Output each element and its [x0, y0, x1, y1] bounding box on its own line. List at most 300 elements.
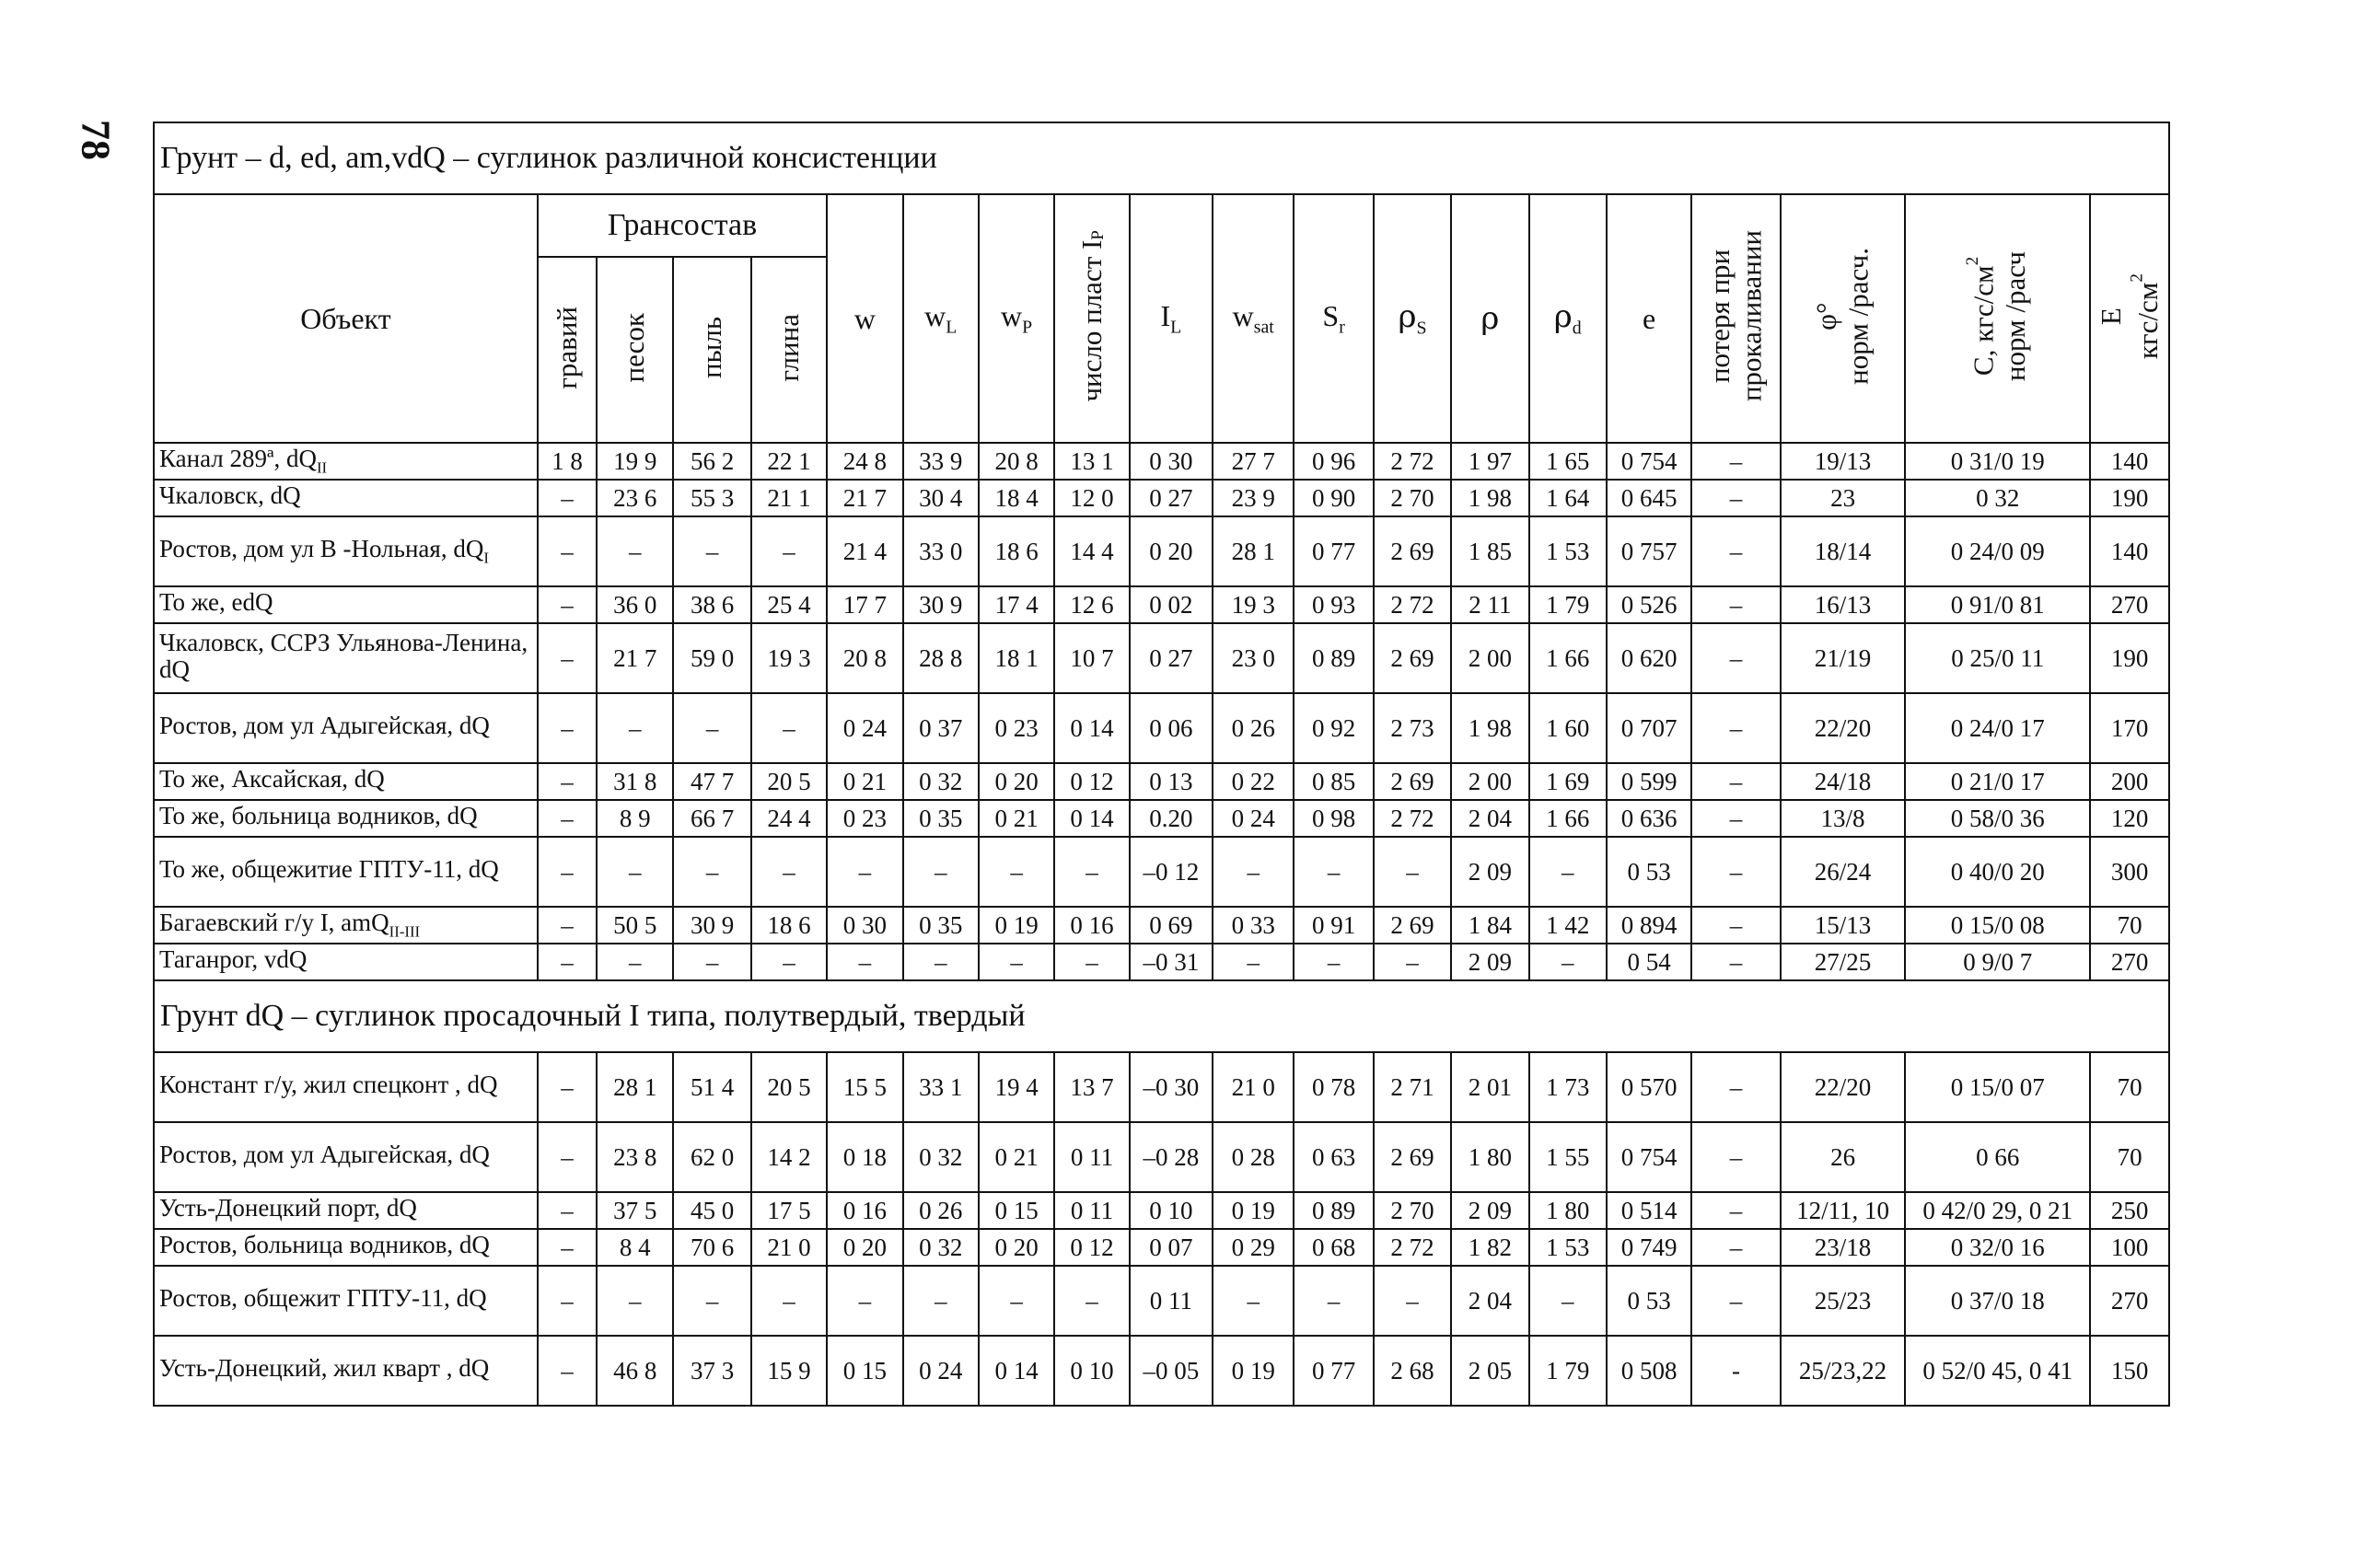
value-cell: 19 9: [597, 443, 673, 480]
value-cell: 0 11: [1054, 1122, 1129, 1192]
value-cell: 1 8: [538, 443, 597, 480]
value-cell: 2 00: [1451, 763, 1528, 800]
object-name-cell: Констант г/у, жил спецконт , dQ: [154, 1052, 538, 1122]
value-cell: 28 1: [1213, 516, 1294, 586]
value-cell: 21/19: [1781, 623, 1906, 693]
value-cell: 0 10: [1130, 1192, 1213, 1229]
value-cell: 0 52/0 45, 0 41: [1905, 1336, 2090, 1406]
table-row: [154, 480, 2169, 516]
section-2-rows: [154, 1052, 2169, 1406]
value-cell: 150: [2090, 1336, 2169, 1406]
value-cell: 0 32: [903, 763, 979, 800]
value-cell: 21 1: [751, 480, 827, 516]
value-cell: 2 72: [1374, 1229, 1451, 1266]
value-cell: –: [538, 763, 597, 800]
value-cell: 0 20: [1130, 516, 1213, 586]
value-cell: 0 89: [1294, 1192, 1373, 1229]
value-cell: –: [538, 623, 597, 693]
value-cell: 0 754: [1607, 1122, 1691, 1192]
value-cell: 38 6: [673, 586, 750, 623]
value-cell: 26/24: [1781, 837, 1906, 907]
value-cell: 23 6: [597, 480, 673, 516]
value-cell: 2 01: [1451, 1052, 1528, 1122]
value-cell: 22 1: [751, 443, 827, 480]
value-cell: 30 4: [903, 480, 979, 516]
object-name-cell: Канал 289ª, $dQ_{II}$: [154, 443, 538, 480]
value-cell: 23/18: [1781, 1229, 1906, 1266]
value-cell: 0 07: [1130, 1229, 1213, 1266]
value-cell: 16/13: [1781, 586, 1906, 623]
value-cell: 15 9: [751, 1336, 827, 1406]
value-cell: 2 69: [1374, 763, 1451, 800]
value-cell: 17 4: [979, 586, 1054, 623]
value-cell: 1 80: [1529, 1192, 1607, 1229]
value-cell: 1 69: [1529, 763, 1607, 800]
value-cell: 12/11, 10: [1781, 1192, 1906, 1229]
value-cell: –: [1691, 944, 1780, 980]
value-cell: 1 60: [1529, 693, 1607, 763]
value-cell: 1 82: [1451, 1229, 1528, 1266]
value-cell: 70 6: [673, 1229, 750, 1266]
section-title-1: Грунт – d, ed, am,vdQ – суглинок различной консистенции: [154, 122, 2169, 194]
object-name-cell: То же, edQ: [154, 586, 538, 623]
value-cell: 21 7: [827, 480, 902, 516]
value-cell: 0 20: [827, 1229, 902, 1266]
value-cell: –: [751, 1266, 827, 1336]
value-cell: 190: [2090, 623, 2169, 693]
section-header-row: [154, 122, 2169, 194]
value-cell: –: [1213, 1266, 1294, 1336]
value-cell: 0 92: [1294, 693, 1373, 763]
value-cell: –: [1691, 800, 1780, 837]
value-cell: 0 24/0 09: [1905, 516, 2090, 586]
value-cell: 14 4: [1054, 516, 1129, 586]
value-cell: 0 85: [1294, 763, 1373, 800]
value-cell: 0 14: [1054, 693, 1129, 763]
value-cell: 18 6: [751, 907, 827, 944]
sr-header: $S_r$: [1294, 194, 1373, 443]
value-cell: 30 9: [903, 586, 979, 623]
value-cell: –: [1529, 944, 1607, 980]
value-cell: 19 3: [1213, 586, 1294, 623]
value-cell: 17 5: [751, 1192, 827, 1229]
value-cell: –: [1213, 944, 1294, 980]
value-cell: –0 31: [1130, 944, 1213, 980]
value-cell: –: [538, 800, 597, 837]
plasticity-index-header: число пласт $I_P$: [1054, 194, 1129, 443]
value-cell: 0 645: [1607, 480, 1691, 516]
value-cell: –: [1691, 1266, 1780, 1336]
value-cell: –0 30: [1130, 1052, 1213, 1122]
value-cell: 120: [2090, 800, 2169, 837]
gransostav-header: Грансостав: [538, 194, 827, 257]
value-cell: 1 64: [1529, 480, 1607, 516]
table-row: [154, 837, 2169, 907]
value-cell: 0 14: [1054, 800, 1129, 837]
value-cell: 55 3: [673, 480, 750, 516]
value-cell: 33 1: [903, 1052, 979, 1122]
value-cell: 2 09: [1451, 837, 1528, 907]
value-cell: 140: [2090, 443, 2169, 480]
value-cell: 0 15/0 07: [1905, 1052, 2090, 1122]
value-cell: –: [1691, 693, 1780, 763]
value-cell: 0 23: [827, 800, 902, 837]
value-cell: –: [1691, 837, 1780, 907]
value-cell: 62 0: [673, 1122, 750, 1192]
value-cell: 1 98: [1451, 693, 1528, 763]
value-cell: 0 42/0 29, 0 21: [1905, 1192, 2090, 1229]
value-cell: 0 21/0 17: [1905, 763, 2090, 800]
object-name-cell: Ростов, дом ул В -Нольная, $dQ_I$: [154, 516, 538, 586]
object-column-header: Объект: [154, 194, 538, 443]
value-cell: 0 570: [1607, 1052, 1691, 1122]
value-cell: 200: [2090, 763, 2169, 800]
value-cell: 25/23,22: [1781, 1336, 1906, 1406]
value-cell: 0 77: [1294, 516, 1373, 586]
value-cell: 0 54: [1607, 944, 1691, 980]
value-cell: 100: [2090, 1229, 2169, 1266]
value-cell: 0 16: [827, 1192, 902, 1229]
value-cell: 1 98: [1451, 480, 1528, 516]
value-cell: 0 91: [1294, 907, 1373, 944]
table-row: [154, 693, 2169, 763]
value-cell: 2 00: [1451, 623, 1528, 693]
value-cell: 0 749: [1607, 1229, 1691, 1266]
value-cell: 0 37: [903, 693, 979, 763]
table-row: [154, 516, 2169, 586]
value-cell: 0 21: [979, 1122, 1054, 1192]
value-cell: 0 68: [1294, 1229, 1373, 1266]
table-row: [154, 763, 2169, 800]
value-cell: 270: [2090, 944, 2169, 980]
value-cell: 0 15/0 08: [1905, 907, 2090, 944]
value-cell: 1 66: [1529, 800, 1607, 837]
value-cell: 0 21: [979, 800, 1054, 837]
value-cell: 0 30: [827, 907, 902, 944]
value-cell: 0 06: [1130, 693, 1213, 763]
value-cell: 51 4: [673, 1052, 750, 1122]
value-cell: –: [538, 516, 597, 586]
value-cell: 15 5: [827, 1052, 902, 1122]
value-cell: 1 80: [1451, 1122, 1528, 1192]
value-cell: –: [538, 1229, 597, 1266]
value-cell: 21 0: [751, 1229, 827, 1266]
phi-header: φ° норм /расч.: [1781, 194, 1906, 443]
sand-header: песок: [597, 257, 673, 443]
value-cell: –: [1294, 944, 1373, 980]
object-name-cell: Усть-Донецкий порт, dQ: [154, 1192, 538, 1229]
rhod-header: $\rho_d$: [1529, 194, 1607, 443]
value-cell: 0 32: [1905, 480, 2090, 516]
value-cell: 0 53: [1607, 1266, 1691, 1336]
value-cell: 0 15: [979, 1192, 1054, 1229]
value-cell: 20 5: [751, 1052, 827, 1122]
table-row: [154, 586, 2169, 623]
value-cell: –: [1691, 1122, 1780, 1192]
object-name-cell: Усть-Донецкий, жил кварт , dQ: [154, 1336, 538, 1406]
value-cell: –: [751, 516, 827, 586]
value-cell: 8 4: [597, 1229, 673, 1266]
value-cell: 0 78: [1294, 1052, 1373, 1122]
value-cell: 1 73: [1529, 1052, 1607, 1122]
value-cell: –: [827, 837, 902, 907]
il-header: $I_L$: [1130, 194, 1213, 443]
table-row: [154, 800, 2169, 837]
value-cell: –: [751, 944, 827, 980]
value-cell: 2 04: [1451, 800, 1528, 837]
value-cell: 21 4: [827, 516, 902, 586]
page-number: 78: [73, 120, 119, 160]
value-cell: 0 35: [903, 907, 979, 944]
value-cell: –: [538, 1336, 597, 1406]
table-row: [154, 443, 2169, 480]
value-cell: 2 09: [1451, 1192, 1528, 1229]
value-cell: 2 72: [1374, 800, 1451, 837]
value-cell: –: [1054, 1266, 1129, 1336]
value-cell: 1 65: [1529, 443, 1607, 480]
value-cell: 0 24: [827, 693, 902, 763]
value-cell: 0 32/0 16: [1905, 1229, 2090, 1266]
value-cell: 0 13: [1130, 763, 1213, 800]
value-cell: 20 8: [827, 623, 902, 693]
column-header-row-1: [154, 194, 2169, 257]
value-cell: 0 620: [1607, 623, 1691, 693]
value-cell: –: [903, 837, 979, 907]
modulus-header: Е кгс/$см^2$: [2090, 194, 2169, 443]
value-cell: –: [597, 944, 673, 980]
value-cell: 1 79: [1529, 1336, 1607, 1406]
value-cell: 1 97: [1451, 443, 1528, 480]
value-cell: –: [538, 837, 597, 907]
value-cell: 0 508: [1607, 1336, 1691, 1406]
value-cell: 0 19: [1213, 1192, 1294, 1229]
object-name-cell: Ростов, общежит ГПТУ-11, dQ: [154, 1266, 538, 1336]
value-cell: 0 33: [1213, 907, 1294, 944]
value-cell: 0 11: [1054, 1192, 1129, 1229]
cohesion-header: С, кгс/$см^2$ норм /расч: [1905, 194, 2090, 443]
value-cell: 0 25/0 11: [1905, 623, 2090, 693]
value-cell: 23 8: [597, 1122, 673, 1192]
value-cell: 1 55: [1529, 1122, 1607, 1192]
value-cell: –0 05: [1130, 1336, 1213, 1406]
value-cell: 0 30: [1130, 443, 1213, 480]
value-cell: –: [1691, 623, 1780, 693]
value-cell: 19 3: [751, 623, 827, 693]
value-cell: 10 7: [1054, 623, 1129, 693]
value-cell: 2 71: [1374, 1052, 1451, 1122]
value-cell: 0 24: [903, 1336, 979, 1406]
value-cell: 0 40/0 20: [1905, 837, 2090, 907]
clay-header: глина: [751, 257, 827, 443]
value-cell: 36 0: [597, 586, 673, 623]
w-header: w: [827, 194, 902, 443]
section-title-2: Грунт dQ – суглинок просадочный I типа, полутвердый, твердый: [154, 980, 2169, 1052]
object-name-cell: Чкаловск, dQ: [154, 480, 538, 516]
value-cell: 170: [2090, 693, 2169, 763]
value-cell: –: [827, 944, 902, 980]
value-cell: 0 636: [1607, 800, 1691, 837]
table-row: [154, 1266, 2169, 1336]
section-1-rows: [154, 443, 2169, 980]
table-row: [154, 907, 2169, 944]
value-cell: 22/20: [1781, 693, 1906, 763]
table-row: [154, 1229, 2169, 1266]
value-cell: –: [538, 1266, 597, 1336]
value-cell: 12 0: [1054, 480, 1129, 516]
object-name-cell: Таганрог, vdQ: [154, 944, 538, 980]
value-cell: –: [1294, 837, 1373, 907]
value-cell: –: [538, 1122, 597, 1192]
value-cell: 0 89: [1294, 623, 1373, 693]
value-cell: 0 16: [1054, 907, 1129, 944]
value-cell: 0 29: [1213, 1229, 1294, 1266]
value-cell: 0 91/0 81: [1905, 586, 2090, 623]
value-cell: 19/13: [1781, 443, 1906, 480]
soil-properties-table: [153, 122, 2170, 1407]
value-cell: –: [673, 944, 750, 980]
rhos-header: $\rho_S$: [1374, 194, 1451, 443]
value-cell: 24 8: [827, 443, 902, 480]
value-cell: 70: [2090, 1052, 2169, 1122]
value-cell: 0 27: [1130, 480, 1213, 516]
value-cell: 24 4: [751, 800, 827, 837]
value-cell: 1 42: [1529, 907, 1607, 944]
value-cell: 0 26: [1213, 693, 1294, 763]
value-cell: –: [597, 837, 673, 907]
value-cell: 13 1: [1054, 443, 1129, 480]
value-cell: 56 2: [673, 443, 750, 480]
loss-on-ignition-header: потеря при прокаливании: [1691, 194, 1780, 443]
value-cell: 0 22: [1213, 763, 1294, 800]
value-cell: 2 04: [1451, 1266, 1528, 1336]
value-cell: –: [538, 1192, 597, 1229]
value-cell: 17 7: [827, 586, 902, 623]
object-name-cell: То же, Аксайская, dQ: [154, 763, 538, 800]
value-cell: 1 84: [1451, 907, 1528, 944]
value-cell: –: [903, 944, 979, 980]
value-cell: 0 514: [1607, 1192, 1691, 1229]
value-cell: –: [1054, 837, 1129, 907]
value-cell: –: [1374, 944, 1451, 980]
table-row: [154, 1336, 2169, 1406]
value-cell: 59 0: [673, 623, 750, 693]
value-cell: 2 72: [1374, 443, 1451, 480]
value-cell: 46 8: [597, 1336, 673, 1406]
value-cell: 18 6: [979, 516, 1054, 586]
value-cell: 0 26: [903, 1192, 979, 1229]
value-cell: –: [597, 516, 673, 586]
object-name-cell: Ростов, больница водников, dQ: [154, 1229, 538, 1266]
wsat-header: $w_{sat}$: [1213, 194, 1294, 443]
value-cell: 14 2: [751, 1122, 827, 1192]
value-cell: 0 53: [1607, 837, 1691, 907]
value-cell: 0 32: [903, 1229, 979, 1266]
value-cell: 0 02: [1130, 586, 1213, 623]
value-cell: 0 21: [827, 763, 902, 800]
value-cell: 0 20: [979, 763, 1054, 800]
value-cell: 25/23: [1781, 1266, 1906, 1336]
value-cell: 27/25: [1781, 944, 1906, 980]
value-cell: 1 53: [1529, 1229, 1607, 1266]
value-cell: 2 72: [1374, 586, 1451, 623]
value-cell: 22/20: [1781, 1052, 1906, 1122]
value-cell: 0 12: [1054, 1229, 1129, 1266]
value-cell: –: [1691, 480, 1780, 516]
value-cell: –: [1691, 763, 1780, 800]
value-cell: 37 3: [673, 1336, 750, 1406]
value-cell: 0 77: [1294, 1336, 1373, 1406]
value-cell: 8 9: [597, 800, 673, 837]
value-cell: –: [538, 1052, 597, 1122]
value-cell: 0 93: [1294, 586, 1373, 623]
value-cell: 0 18: [827, 1122, 902, 1192]
value-cell: 0 599: [1607, 763, 1691, 800]
value-cell: 21 0: [1213, 1052, 1294, 1122]
e-header: e: [1607, 194, 1691, 443]
value-cell: –0 12: [1130, 837, 1213, 907]
value-cell: 23 0: [1213, 623, 1294, 693]
value-cell: –: [1294, 1266, 1373, 1336]
value-cell: 70: [2090, 1122, 2169, 1192]
value-cell: 0 96: [1294, 443, 1373, 480]
value-cell: 2 09: [1451, 944, 1528, 980]
value-cell: 0.20: [1130, 800, 1213, 837]
value-cell: –: [673, 1266, 750, 1336]
value-cell: 13/8: [1781, 800, 1906, 837]
value-cell: 0 11: [1130, 1266, 1213, 1336]
value-cell: 0 754: [1607, 443, 1691, 480]
value-cell: 0 63: [1294, 1122, 1373, 1192]
object-name-cell: Ростов, дом ул Адыгейская, dQ: [154, 693, 538, 763]
value-cell: 2 68: [1374, 1336, 1451, 1406]
value-cell: –: [597, 1266, 673, 1336]
value-cell: 0 894: [1607, 907, 1691, 944]
value-cell: 2 69: [1374, 516, 1451, 586]
value-cell: 0 19: [1213, 1336, 1294, 1406]
value-cell: 2 70: [1374, 1192, 1451, 1229]
value-cell: 18 4: [979, 480, 1054, 516]
value-cell: 15/13: [1781, 907, 1906, 944]
gravel-header: гравий: [538, 257, 597, 443]
value-cell: 33 9: [903, 443, 979, 480]
value-cell: 23: [1781, 480, 1906, 516]
value-cell: 0 32: [903, 1122, 979, 1192]
value-cell: 0 69: [1130, 907, 1213, 944]
value-cell: –: [538, 693, 597, 763]
value-cell: 0 15: [827, 1336, 902, 1406]
value-cell: –: [751, 837, 827, 907]
value-cell: –: [538, 907, 597, 944]
value-cell: 18/14: [1781, 516, 1906, 586]
value-cell: 0 23: [979, 693, 1054, 763]
table-row: [154, 1052, 2169, 1122]
value-cell: –: [979, 1266, 1054, 1336]
value-cell: 20 8: [979, 443, 1054, 480]
value-cell: 0 24: [1213, 800, 1294, 837]
object-name-cell: Ростов, дом ул Адыгейская, dQ: [154, 1122, 538, 1192]
table-row: [154, 1192, 2169, 1229]
value-cell: 30 9: [673, 907, 750, 944]
value-cell: 1 85: [1451, 516, 1528, 586]
wp-header: $w_P$: [979, 194, 1054, 443]
value-cell: 70: [2090, 907, 2169, 944]
value-cell: 47 7: [673, 763, 750, 800]
value-cell: 0 20: [979, 1229, 1054, 1266]
value-cell: 0 12: [1054, 763, 1129, 800]
value-cell: 270: [2090, 586, 2169, 623]
value-cell: –: [673, 516, 750, 586]
value-cell: 0 19: [979, 907, 1054, 944]
